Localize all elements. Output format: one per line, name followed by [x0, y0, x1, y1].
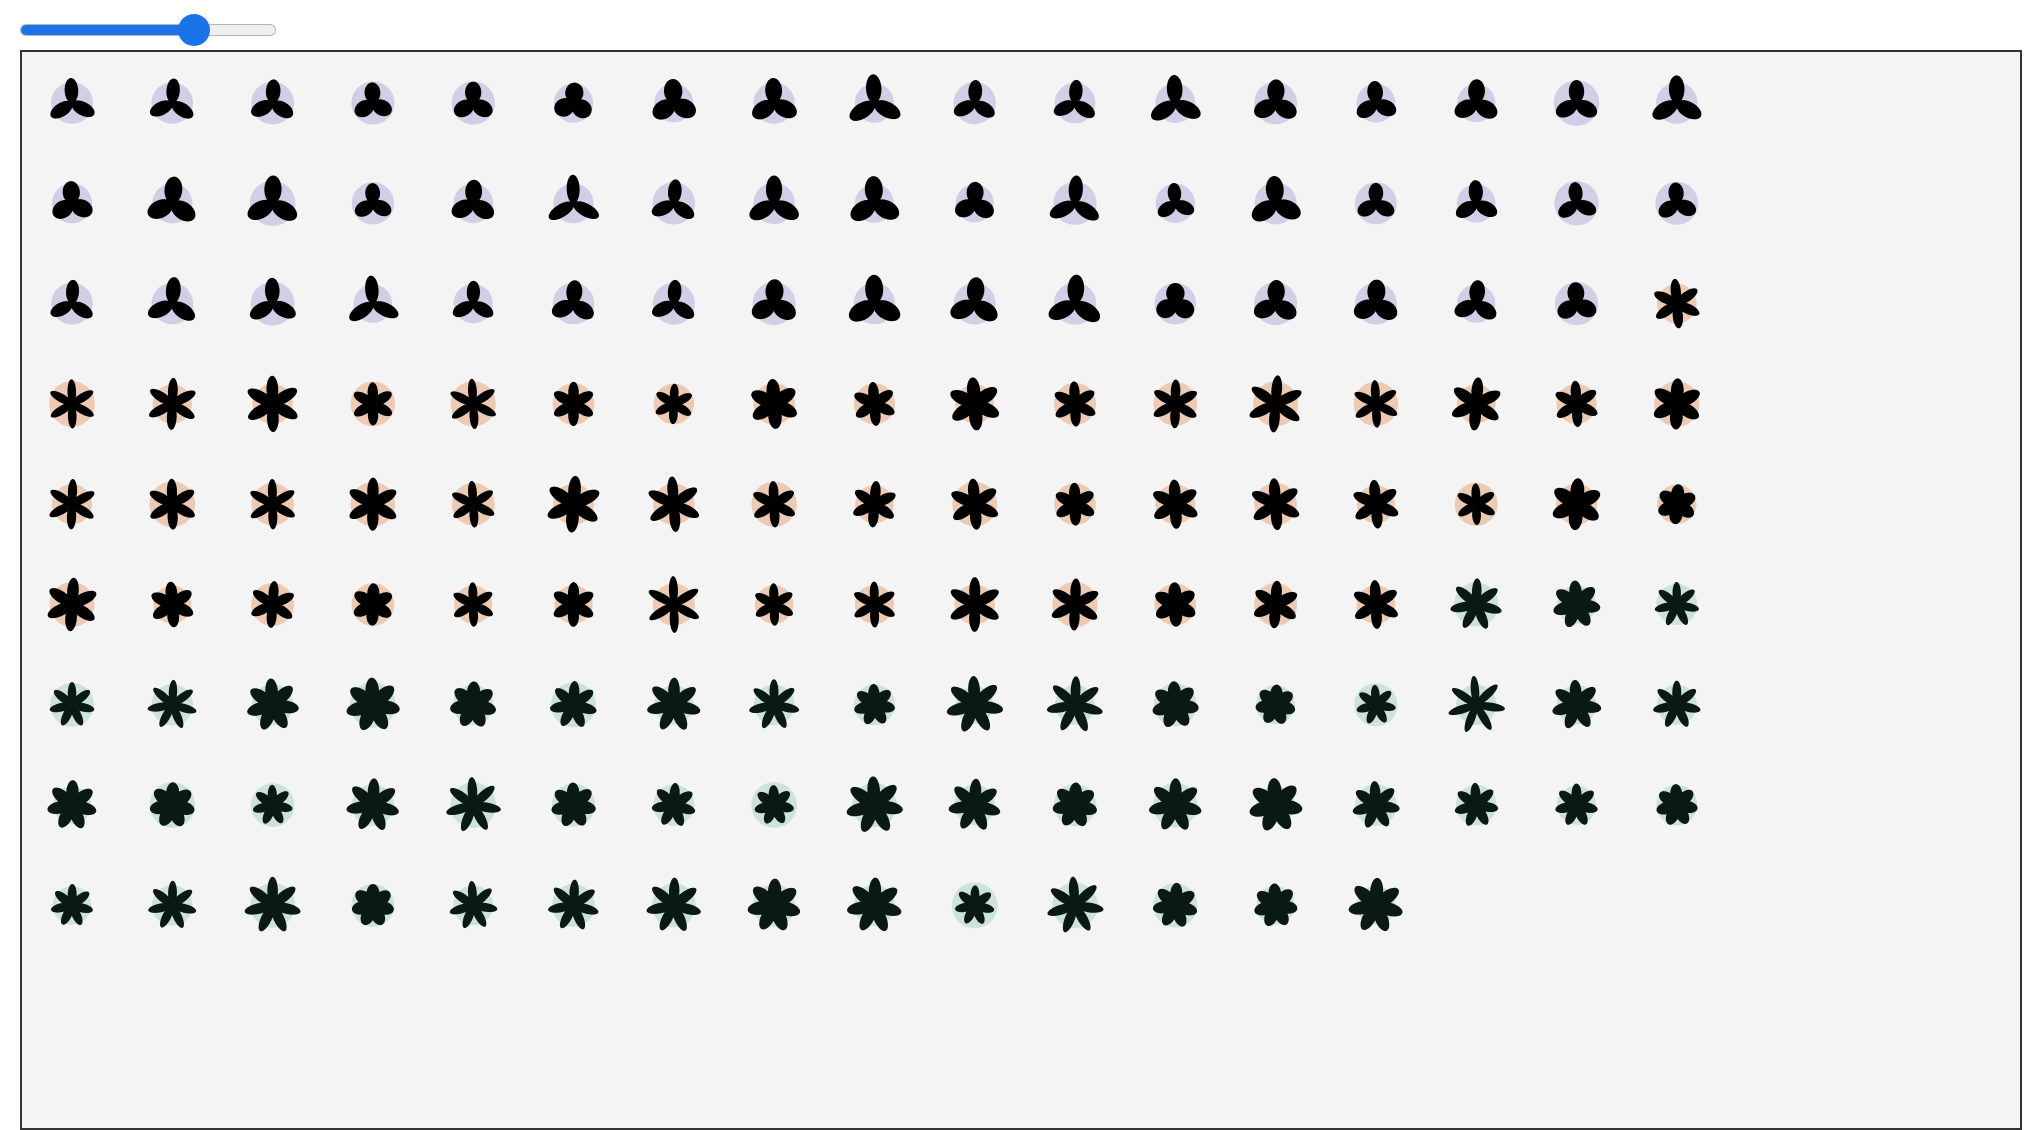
seven-petal-flower — [748, 679, 800, 730]
six-petal-flower — [351, 583, 394, 626]
seven-petal-flower — [345, 778, 400, 832]
six-petal-flower — [753, 583, 795, 626]
six-petal-flower — [948, 377, 1002, 431]
seven-petal-flower — [651, 783, 696, 828]
seven-petal-flower — [1554, 783, 1598, 826]
six-petal-flower — [1450, 377, 1503, 431]
three-petal-flower — [649, 79, 700, 124]
six-petal-flower — [852, 581, 897, 627]
six-petal-flower — [347, 478, 399, 531]
seven-petal-flower — [751, 782, 797, 828]
seven-petal-flower — [1454, 783, 1499, 828]
seven-petal-flower — [46, 780, 97, 831]
seven-petal-flower — [1052, 782, 1099, 828]
three-petal-flower — [1045, 274, 1103, 326]
seven-petal-flower — [449, 681, 498, 729]
seven-petal-flower — [1655, 784, 1699, 827]
three-petal-flower — [1051, 79, 1098, 123]
seven-petal-flower — [1248, 778, 1304, 833]
size-slider[interactable] — [20, 12, 280, 48]
seven-petal-flower — [747, 878, 802, 932]
three-petal-flower — [746, 175, 802, 224]
three-petal-flower — [649, 279, 697, 324]
seven-petal-flower — [445, 777, 502, 833]
three-petal-flower — [1553, 80, 1601, 126]
six-petal-flower — [147, 378, 198, 430]
seven-petal-flower — [50, 884, 94, 927]
six-petal-flower — [452, 582, 495, 627]
six-petal-flower — [1455, 483, 1498, 526]
seven-petal-flower — [251, 783, 295, 827]
seven-petal-flower — [1551, 679, 1602, 730]
three-petal-flower — [47, 78, 97, 124]
three-petal-flower — [1655, 182, 1699, 225]
seven-petal-flower — [547, 879, 599, 931]
three-petal-flower — [546, 175, 602, 224]
seven-petal-flower — [1253, 883, 1299, 928]
three-petal-flower — [1451, 79, 1501, 123]
three-petal-flower — [1554, 282, 1599, 325]
seven-petal-flower — [1552, 580, 1601, 629]
seven-petal-flower — [246, 678, 300, 732]
six-petal-flower — [551, 582, 595, 627]
six-petal-flower — [1053, 483, 1096, 526]
three-petal-flower — [1155, 182, 1197, 223]
six-petal-flower — [647, 576, 701, 633]
six-petal-flower — [245, 376, 300, 433]
seven-petal-flower — [1348, 877, 1405, 933]
seven-petal-flower — [147, 680, 198, 730]
seven-petal-flower — [49, 682, 95, 727]
three-petal-flower — [145, 277, 198, 325]
seven-petal-flower — [1447, 676, 1505, 734]
three-petal-flower — [244, 175, 301, 226]
six-petal-flower — [1252, 580, 1300, 628]
seven-petal-flower — [1046, 676, 1104, 733]
three-petal-flower — [247, 278, 299, 326]
flower-petal — [1369, 183, 1384, 203]
three-petal-flower — [147, 78, 196, 124]
six-petal-flower — [1651, 378, 1702, 430]
three-petal-flower — [951, 80, 998, 124]
six-petal-flower — [249, 581, 296, 628]
seven-petal-flower — [853, 684, 896, 726]
three-petal-flower — [248, 79, 296, 124]
six-petal-flower — [1152, 379, 1199, 428]
six-petal-flower — [1250, 478, 1302, 531]
three-petal-flower — [845, 275, 904, 326]
three-petal-flower — [551, 82, 595, 123]
three-petal-flower — [846, 74, 904, 125]
seven-petal-flower — [846, 877, 903, 933]
three-petal-flower — [448, 179, 497, 223]
seven-petal-flower — [147, 881, 197, 930]
six-petal-flower — [949, 478, 1000, 530]
three-petal-flower — [1453, 180, 1500, 223]
seven-petal-flower — [449, 881, 498, 930]
seven-petal-flower — [149, 782, 196, 829]
seven-petal-flower — [948, 778, 1002, 831]
seven-petal-flower — [646, 877, 702, 932]
six-petal-flower — [351, 382, 396, 427]
six-petal-flower — [751, 481, 797, 528]
six-petal-flower — [852, 382, 896, 427]
seven-petal-flower — [550, 782, 597, 828]
six-petal-flower — [646, 476, 701, 532]
seven-petal-flower — [1654, 582, 1700, 627]
six-petal-flower — [1550, 478, 1603, 531]
flower-canvas — [20, 50, 2022, 1130]
three-petal-flower — [1452, 280, 1500, 324]
three-petal-flower — [1251, 280, 1300, 326]
six-petal-flower — [149, 581, 195, 627]
six-petal-flower — [45, 577, 98, 631]
flower-petal — [1569, 80, 1584, 103]
six-petal-flower — [450, 481, 496, 528]
three-petal-flower — [1153, 283, 1198, 325]
three-petal-flower — [450, 281, 496, 324]
six-petal-flower — [148, 479, 198, 530]
three-petal-flower — [1251, 79, 1300, 124]
slider-thumb[interactable] — [178, 14, 210, 46]
three-petal-flower — [748, 78, 800, 124]
three-petal-flower — [847, 176, 903, 226]
six-petal-flower — [1050, 578, 1101, 630]
six-petal-flower — [449, 378, 498, 429]
six-petal-flower — [552, 382, 596, 426]
six-petal-flower — [1248, 375, 1304, 433]
three-petal-flower — [451, 81, 496, 124]
seven-petal-flower — [549, 681, 598, 729]
six-petal-flower — [1352, 580, 1400, 629]
seven-petal-flower — [244, 877, 302, 934]
six-petal-flower — [248, 479, 296, 530]
three-petal-flower — [1355, 182, 1398, 224]
three-petal-flower — [49, 181, 96, 224]
three-petal-flower — [748, 279, 799, 325]
seven-petal-flower — [1148, 778, 1203, 832]
three-petal-flower — [48, 280, 96, 325]
six-petal-flower — [1656, 484, 1698, 525]
six-petal-flower — [1652, 278, 1701, 328]
seven-petal-flower — [1351, 781, 1400, 830]
six-petal-flower — [851, 481, 897, 528]
seven-petal-flower — [1151, 681, 1200, 729]
three-petal-flower — [952, 182, 998, 223]
six-petal-flower — [1351, 479, 1400, 529]
seven-petal-flower — [1152, 882, 1199, 928]
three-petal-flower — [1350, 279, 1401, 324]
seven-petal-flower — [351, 884, 396, 928]
three-petal-flower — [1353, 80, 1399, 122]
three-petal-flower — [947, 277, 1001, 326]
six-petal-flower — [1053, 381, 1098, 427]
three-petal-flower — [649, 179, 697, 225]
six-petal-flower — [545, 475, 602, 533]
flower-grid — [22, 52, 2022, 1116]
six-petal-flower — [1553, 380, 1599, 427]
seven-petal-flower — [1255, 684, 1297, 726]
three-petal-flower — [1047, 175, 1102, 225]
three-petal-flower — [144, 176, 199, 226]
three-petal-flower — [352, 182, 394, 224]
three-petal-flower — [1649, 75, 1705, 123]
six-petal-flower — [654, 384, 695, 425]
six-petal-flower — [1353, 380, 1399, 428]
seven-petal-flower — [1450, 578, 1503, 630]
six-petal-flower — [48, 479, 97, 530]
slider-fill — [21, 25, 195, 35]
three-petal-flower — [1248, 175, 1304, 225]
three-petal-flower — [549, 280, 597, 325]
seven-petal-flower — [1652, 681, 1701, 729]
three-petal-flower — [346, 275, 401, 325]
seven-petal-flower — [345, 677, 401, 732]
seven-petal-flower — [646, 678, 702, 732]
six-petal-flower — [749, 378, 800, 429]
three-petal-flower — [1554, 181, 1598, 225]
seven-petal-flower — [845, 776, 904, 834]
six-petal-flower — [1151, 479, 1200, 529]
seven-petal-flower — [952, 883, 998, 929]
three-petal-flower — [1148, 75, 1204, 125]
six-petal-flower — [1153, 582, 1198, 627]
slider-track[interactable] — [20, 24, 276, 36]
six-petal-flower — [948, 577, 1001, 632]
seven-petal-flower — [945, 676, 1004, 734]
flower-petal — [766, 175, 782, 203]
three-petal-flower — [351, 81, 395, 124]
seven-petal-flower — [1046, 876, 1104, 934]
six-petal-flower — [48, 379, 95, 428]
seven-petal-flower — [1354, 683, 1397, 726]
